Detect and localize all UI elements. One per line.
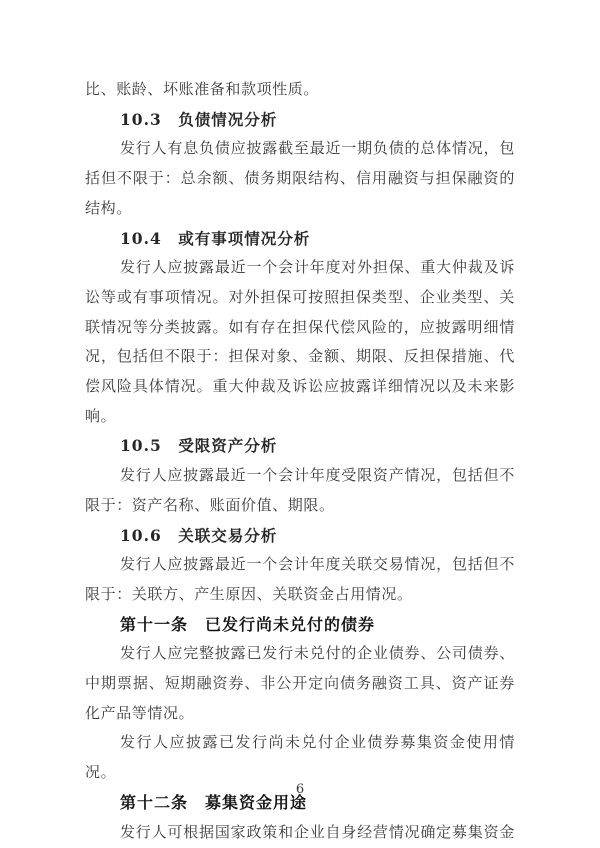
page-body-text (85, 75, 515, 847)
heading-section-10-4: 10.4 或有事项情况分析 (120, 228, 311, 248)
paragraph-section-10-4: 发行人应披露最近一个会计年度对外担保、重大仲裁及诉讼等或有事项情况。对外担保可按照担保类型、企业类型、关联情况等分类披露。如有存在担保代偿风险的，应披露明细情况，包括但不限于：担保对象、金额、期限、反担保措施、代偿风险具体情况。重大仲裁及诉讼应披露详细情况以及未来影响。 (85, 258, 515, 425)
paragraph-article-11-second: 发行人应披露已发行尚未兑付企业债券募集资金使用情况。 (85, 733, 515, 782)
heading-article-11: 第十一条 已发行尚未兑付的债券 (120, 614, 376, 634)
paragraph-article-12-first: 发行人可根据国家政策和企业自身经营情况确定募集资金 (120, 822, 515, 841)
paragraph-section-10-6: 发行人应披露最近一个会计年度关联交易情况，包括但不限于：关联方、产生原因、关联资金占用情况。 (85, 555, 515, 603)
paragraph-section-10-5: 发行人应披露最近一个会计年度受限资产情况，包括但不限于：资产名称、账面价值、期限。 (85, 466, 515, 514)
paragraph-section-10-3: 发行人有息负债应披露截至最近一期负债的总体情况，包括但不限于：总余额、债务期限结构、信用融资与担保融资的结构。 (85, 139, 515, 217)
paragraph-continued-from-previous-page: 比、账龄、坏账准备和款项性质。 (85, 80, 320, 98)
heading-section-10-5: 10.5 受限资产分析 (120, 436, 278, 456)
heading-section-10-6: 10.6 关联交易分析 (120, 525, 278, 545)
heading-article-12: 第十二条 募集资金用途 (120, 792, 308, 812)
heading-section-10-3: 10.3 负债情况分析 (120, 109, 278, 129)
page-number: 6 (295, 782, 305, 797)
paragraph-article-11-first: 发行人应完整披露已发行未兑付的企业债券、公司债券、中期票据、短期融资券、非公开定向债务融资工具、资产证券化产品等情况。 (85, 644, 515, 722)
